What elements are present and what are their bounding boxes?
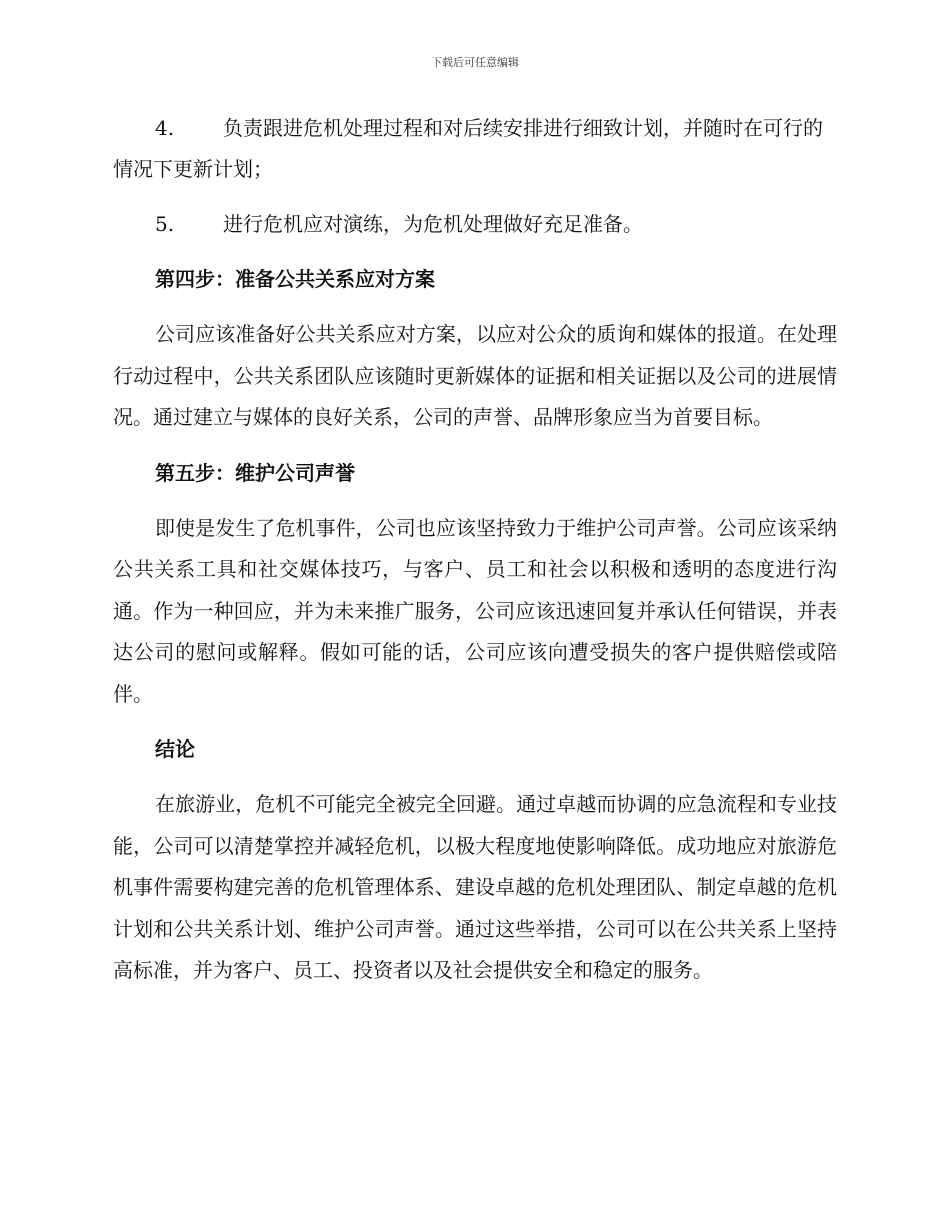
list-text: 进行危机应对演练，为危机处理做好充足准备。 [223, 212, 643, 236]
section-heading-step5: 第五步：维护公司声誉 [155, 460, 355, 485]
document-body [113, 108, 837, 1006]
list-item-5 [113, 204, 837, 245]
list-number: 5. [155, 212, 175, 236]
list-number: 4. [155, 116, 175, 140]
section-paragraph-conclusion: 在旅游业，危机不可能完全被完全回避。通过卓越而协调的应急流程和专业技能，公司可以清楚掌控并减轻危机，以极大程度地使影响降低。成功地应对旅游危机事件需要构建完善的危机管理体系、建设卓越的危机处理团队、制定卓越的危机计划和公共关系计划、维护公司声誉。通过这些举措，公司可以在公共关系上坚持高标准，并为客户、员工、投资者以及社会提供安全和稳定的服务。 [113, 792, 837, 982]
list-item-4 [113, 108, 837, 190]
list-text: 负责跟进危机处理过程和对后续安排进行细致计划，并随时在可行的情况下更新计划； [113, 116, 823, 181]
section-paragraph-step4: 公司应该准备好公共关系应对方案，以应对公众的质询和媒体的报道。在处理行动过程中，公共关系团队应该随时更新媒体的证据和相关证据以及公司的进展情况。通过建立与媒体的良好关系，公司的声誉、品牌形象应当为首要目标。 [113, 322, 837, 429]
section-paragraph-step5: 即使是发生了危机事件，公司也应该坚持致力于维护公司声誉。公司应该采纳公共关系工具和社交媒体技巧，与客户、员工和社会以积极和透明的态度进行沟通。作为一种回应，并为未来推广服务，公司应该迅速回复并承认任何错误，并表达公司的慰问或解释。假如可能的话，公司应该向遭受损失的客户提供赔偿或陪伴。 [113, 515, 837, 706]
section-heading-conclusion: 结论 [155, 737, 195, 761]
section-heading-step4: 第四步：准备公共关系应对方案 [155, 267, 435, 291]
page-header: 下载后可任意编辑 [431, 56, 519, 69]
